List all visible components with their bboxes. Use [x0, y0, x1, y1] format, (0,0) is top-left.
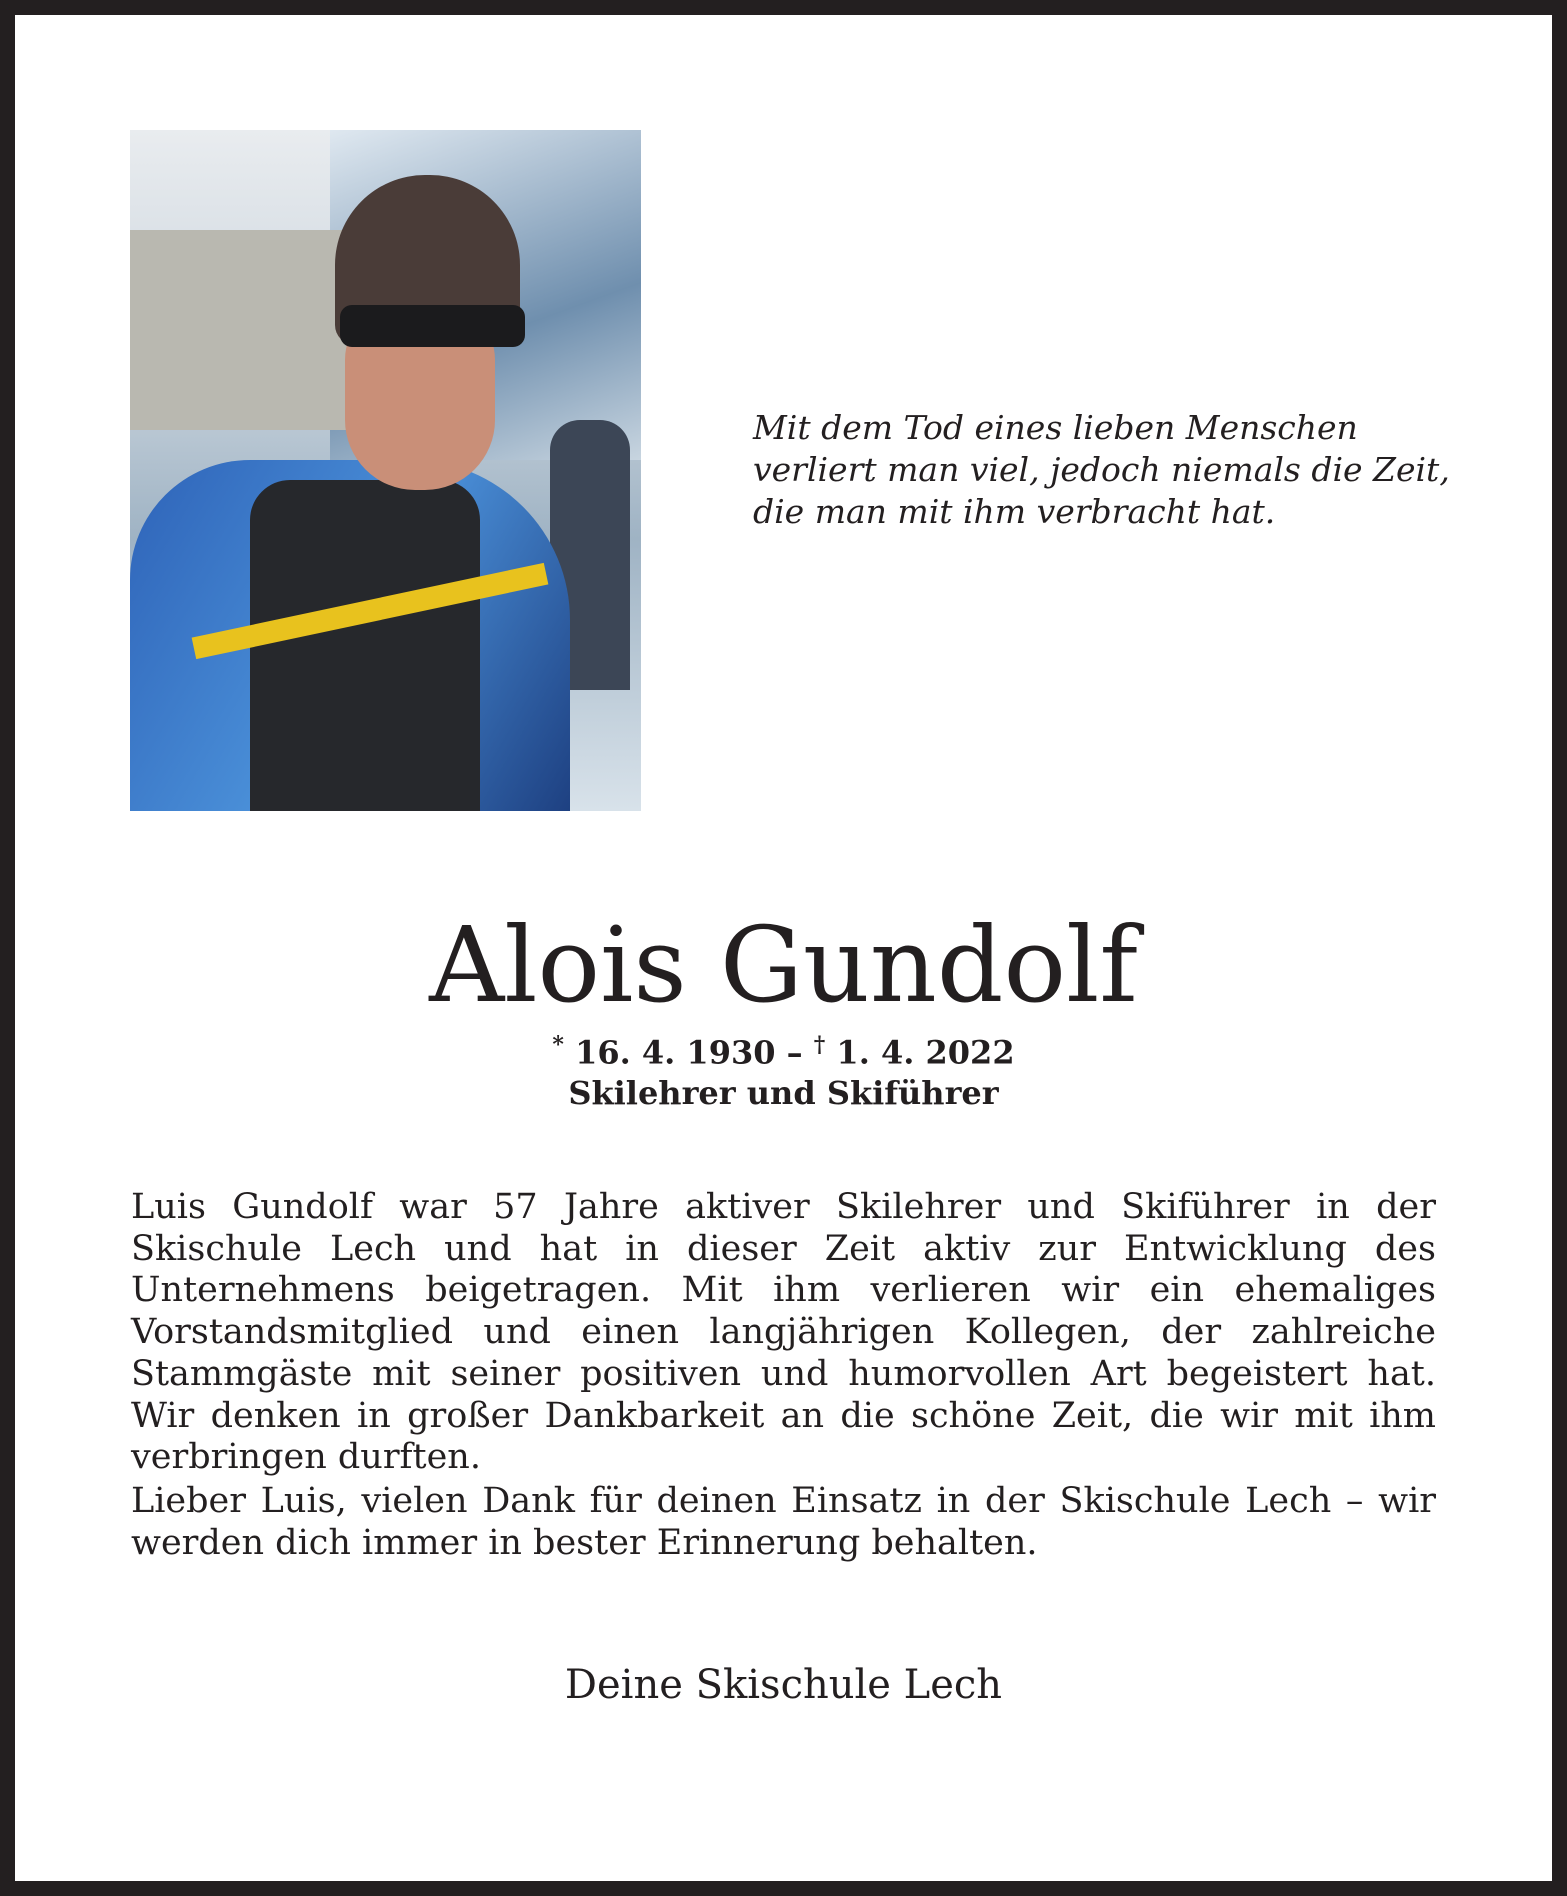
signature: Deine Skischule Lech [564, 1662, 1003, 1708]
birth-date: 16. 4. 1930 [575, 1033, 776, 1072]
birth-symbol: * [552, 1032, 564, 1058]
death-date: 1. 4. 2022 [836, 1033, 1015, 1072]
obituary-paragraph: Lieber Luis, vielen Dank für deinen Einsatz in der Skischule Lech – wir werden dich immer in bester Erinnerung behalten. [131, 1481, 1436, 1563]
quote-line: verliert man viel, jedoch niemals die Zeit, [753, 450, 1450, 489]
date-dash: – [786, 1033, 803, 1072]
quote-line: Mit dem Tod eines lieben Menschen [753, 408, 1358, 447]
memorial-quote [753, 407, 1450, 533]
obituary-page [15, 15, 1552, 1881]
life-dates [15, 1025, 1552, 1113]
portrait-photo [130, 130, 641, 811]
quote-line: die man mit ihm verbracht hat. [753, 492, 1276, 531]
profession: Skilehrer und Skiführer [568, 1073, 999, 1112]
obituary-paragraph: Luis Gundolf war 57 Jahre aktiver Skilehrer und Skiführer in der Skischule Lech und hat in dieser Zeit aktiv zur Entwicklung des Unternehmens beigetragen. Mit ihm verlieren wir ein ehemaliges Vorstandsmitglied und einen langjährigen Kollegen, der zahlreiche Stammgäste mit seiner positiven und humorvollen Art begeistert hat. Wir denken in großer Dankbarkeit an die schöne Zeit, die wir mit ihm verbringen durften. [131, 1187, 1436, 1478]
deceased-name: Alois Gundolf [429, 904, 1138, 1026]
death-symbol: † [813, 1032, 826, 1058]
